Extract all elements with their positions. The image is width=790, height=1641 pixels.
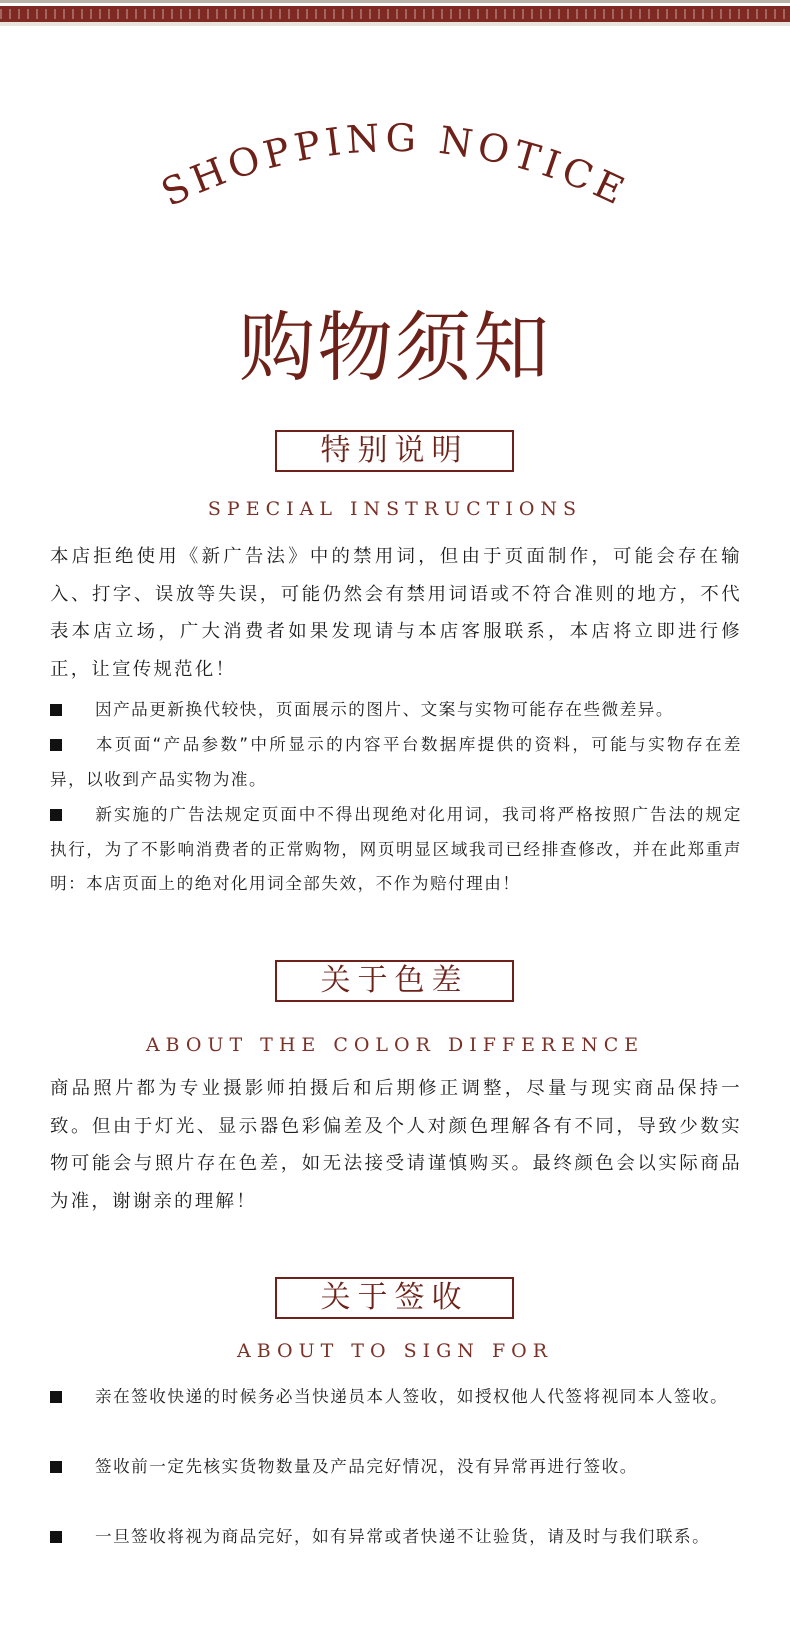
list-item-text: 新实施的广告法规定页面中不得出现绝对化用词，我司将严格按照广告法的规定执行，为了不影响消费者的正常购物，网页明显区域我司已经排查修改，并在此郑重声明：本店页面上的绝对化用词全部失效，不作为赔付理由！ [50,805,742,893]
list-item [50,1380,742,1415]
section-title-sign: 关于签收 [275,1277,514,1319]
band-pattern [0,9,790,19]
list-item-text: 一旦签收将视为商品完好，如有异常或者快递不让验货，请及时与我们联系。 [95,1527,711,1546]
list-item [50,728,742,797]
arc-title-text: SHOPPING NOTICE [154,120,636,216]
square-bullet-icon [50,1531,62,1543]
arc-title [0,120,790,240]
list-item-text: 亲在签收快递的时候务必当快递员本人签收，如授权他人代签将视同本人签收。 [95,1387,729,1406]
special-instructions-paragraph: 本店拒绝使用《新广告法》中的禁用词，但由于页面制作，可能会存在输入、打字、误放等失误，可能仍然会有禁用词语或不符合准则的地方，不代表本店立场，广大消费者如果发现请与本店客服联系，本店将立即进行修正，让宣传规范化！ [50,546,742,680]
section-subtitle-special: SPECIAL INSTRUCTIONS [207,498,583,520]
color-difference-paragraph: 商品照片都为专业摄影师拍摄后和后期修正调整，尽量与现实商品保持一致。但由于灯光、显示器色彩偏差及个人对颜色理解各有不同，导致少数实物可能会与照片存在色差，如无法接受请谨慎购买。最终颜色会以实际商品为准，谢谢亲的理解！ [50,1078,742,1212]
section-subtitle-color: ABOUT THE COLOR DIFFERENCE [145,1034,645,1056]
svg-text:SHOPPING NOTICE [155,120,636,215]
page-title: 购物须知 [239,303,551,392]
list-item [50,1450,742,1485]
section-title-special: 特别说明 [275,430,514,472]
square-bullet-icon [50,1391,62,1403]
list-item [50,798,742,902]
list-item-text: 因产品更新换代较快，页面展示的图片、文案与实物可能存在些微差异。 [95,700,674,719]
section-title-color: 关于色差 [275,960,514,1002]
list-item [50,1520,742,1555]
square-bullet-icon [50,809,62,821]
list-item-text: 本页面“产品参数”中所显示的内容平台数据库提供的资料，可能与实物存在差异，以收到产品实物为准。 [50,735,742,789]
square-bullet-icon [50,739,62,751]
section-subtitle-sign: ABOUT TO SIGN FOR [236,1340,554,1362]
decorative-top-band [0,0,790,26]
square-bullet-icon [50,1461,62,1473]
square-bullet-icon [50,704,62,716]
list-item-text: 签收前一定先核实货物数量及产品完好情况，没有异常再进行签收。 [95,1457,638,1476]
list-item [50,693,742,728]
